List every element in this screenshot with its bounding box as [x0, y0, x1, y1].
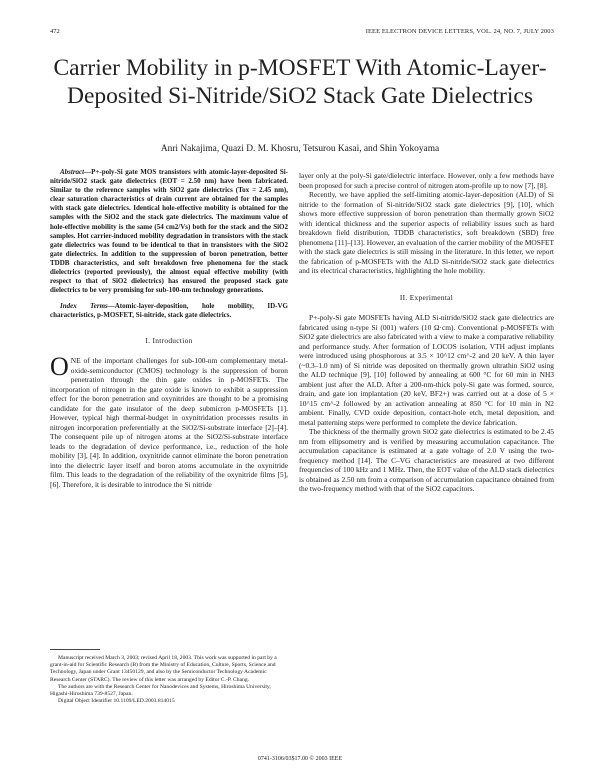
intro-continuation: layer only at the poly-Si gate/dielectric interface. However, only a few methods have been proposed for such a precise control of nitrogen atom-profile up to now [7], [8].	[299, 171, 554, 190]
abstract-label: Abstract—	[60, 168, 92, 176]
abstract-text: P+-poly-Si gate MOS transistors with atomic-layer-deposited Si-nitride/SiO2 stack gate dielectrics (EOT = 2.50 nm) have been fabricated. Similar to the reference samples with SiO2 gate dielectrics (Tox = 2.45 nm), clear saturation characteristics of drain current are obtained for the samples with stack gate dielectrics. Identical hole-effective mobility is obtained for the samples with the SiO2 and the stack gate dielectrics. The maximum value of hole-effective mobility is the same (54 cm2/Vs) both for the stack and the SiO2 samples. Hot carrier-induced mobility degradation in transistors with the stack gate dielectrics was found to be identical to that in transistors with the SiO2 gate dielectrics. In addition to the suppression of boron penetration, better TDDB characteristics, and soft breakdown free phenomena for the stack dielectrics (reported previously), the almost equal effective mobility (with respect to that of SiO2 dielectrics) has ensured the proposed stack gate dielectrics to be very promising for sub-100-nm technology generations.	[50, 168, 288, 295]
experimental-paragraph-1: P+-poly-Si gate MOSFETs having ALD Si-nitride/SiO2 stack gate dielectrics are fabricated using n-type Si (001) wafers (10 Ω·cm). Conventional p-MOSFETs with SiO2 gate dielectrics are also fabricated with a view to make a comparative reliability and performance study. After formation of LOCOS isolation, VTH adjust implants were introduced using phosphorous at 3.5 × 10^12 cm^-2 and 20 keV. A thin layer (~0.3–1.0 nm) of Si nitride was deposited on thermally grown ultrathin SiO2 using the ALD technique [9], [10] followed by annealing at 600 °C for 60 min in NH3 ambient just after the ALD. After a 200-nm-thick poly-Si gate was formed, source, drain, and gate ion implantation (20 keV, BF2+) was carried out at a dose of 5 × 10^15 cm^-2 followed by an activation annealing at 850 °C for 10 min in N2 ambient. Finally, CVD oxide deposition, contact-hole etch, metal deposition, and metal patterning steps were performed to complete the device fabrication.	[299, 313, 554, 427]
page-number: 472	[50, 28, 60, 35]
experimental-paragraph-2: The thickness of the thermally grown SiO2 gate dielectrics is estimated to be 2.45 nm from ellipsometry and is verified by measuring accumulation capacitance. The accumulation capacitance is estimated at a gate voltage of 2.0 V using the two-frequency method [14]. The C–VG characteristics are measured at two different frequencies of 100 kHz and 1 MHz. Then, the EOT value of the ALD stack dielectrics is obtained as 2.50 nm from a comparison of accumulation capacitance obtained from the two-frequency method with that of the SiO2 capacitors.	[299, 427, 554, 493]
index-terms-label: Index Terms—	[60, 302, 115, 311]
right-column	[299, 171, 554, 494]
section-heading-experimental: II. Experimental	[399, 292, 454, 302]
index-terms	[50, 302, 288, 320]
intro-paragraph-2: Recently, we have applied the self-limiting atomic-layer-deposition (ALD) of Si nitride to the formation of Si-nitride/SiO2 stack gate dielectrics [9], [10], which shows more effective suppression of boron penetration than thermally grown SiO2 with identical thickness and the superior aspects of reliability issues such as hard breakdown field distribution, TDDB characteristics, soft breakdown (SBD) free phenomena [11]–[13]. However, an evaluation of the carrier mobility of the MOSFET with the stack gate dielectrics is still missing in the literature. In this letter, we report the fabrication of p-MOSFETs with the ALD Si-nitride/SiO2 stack gate dielectrics and its electrical characteristics, highlighting the hole mobility.	[299, 190, 554, 275]
journal-header: IEEE ELECTRON DEVICE LETTERS, VOL. 24, NO. 7, JULY 2003	[365, 28, 554, 35]
copyright-footer: 0741-3106/03$17.00 © 2003 IEEE	[257, 756, 343, 762]
drop-cap: O	[50, 352, 69, 381]
paper-title: Carrier Mobility in p-MOSFET With Atomic-Layer-Deposited Si-Nitride/SiO2 Stack Gate Dielectrics	[53, 55, 547, 109]
section-heading-introduction: I. Introduction	[145, 335, 193, 345]
footnote-affiliation: The authors are with the Research Center for Nanodevices and Systems, Hiroshima University, Higashi-Hiroshima 739-8527, Japan.	[50, 683, 271, 698]
author-list: Anri Nakajima, Quazi D. M. Khosru, Tetsurou Kasai, and Shin Yokoyama	[160, 144, 440, 154]
footnotes	[50, 655, 288, 705]
footnote-doi: Digital Object Identifier 10.1109/LED.2003.814015	[58, 698, 175, 705]
intro-paragraph	[50, 352, 288, 489]
intro-text: NE of the important challenges for sub-100-nm complementary metal-oxide-semiconductor (CMOS) technology is the suppression of boron penetration through the thin gate oxides in p-MOSFETs. The incorporation of nitrogen in the gate oxide is known to exhibit a suppression effect for the boron penetration and oxynitrides are thought to be a promising candidate for the gate insulator of the deep submicron p-MOSFETs [1]. However, typical high thermal-budget in oxynitridation processes results in nitrogen incorporation preferentially at the SiO2/Si-substrate interface [2]–[4]. The consequent pile up of nitrogen atoms at the SiO2/Si-substrate interface leads to the degradation of device performance, i.e., reduction of the hole mobility [3], [4]. In addition, oxynitride cannot eliminate the boron penetration into the dielectric layer itself and boron atoms accumulate in the oxynitride film. This leads to the degradation of the reliability of the oxynitride films [5], [6]. Therefore, it is desirable to introduce the Si nitride	[50, 356, 288, 489]
index-terms-text: Atomic-layer-deposition, hole mobility, ID-VG characteristics, p-MOSFET, Si-nitride, stack gate dielectrics.	[50, 302, 289, 320]
footnote-rule	[50, 649, 100, 650]
footnote-manuscript: Manuscript received March 3, 2003; revised April 18, 2003. This work was supported in part by a grant-in-aid for Scientific Research (B) from the Ministry of Education, Culture, Sports, Science and Technology, Japan under Grant 13450129, and also by the Semiconductor Technology Academic Research Center (STARC). The review of this letter was arranged by Editor C.-P. Chang.	[50, 655, 277, 683]
abstract	[50, 168, 288, 295]
left-column	[50, 168, 288, 489]
